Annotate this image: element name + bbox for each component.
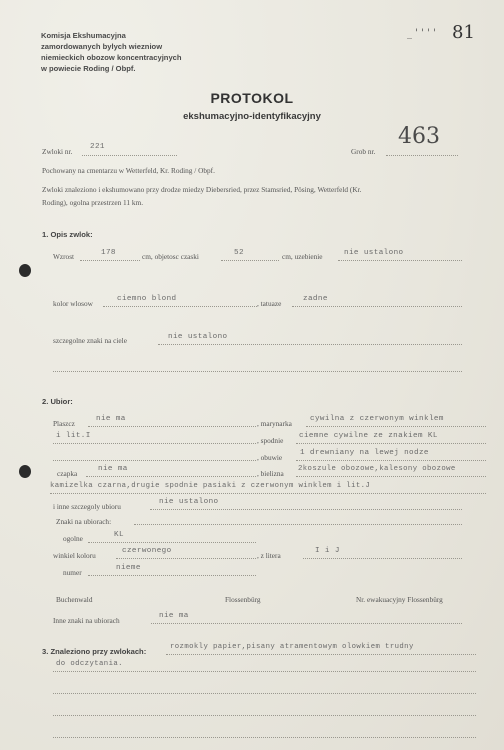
bielizna-cont: kamizelka czarna,drugie spodnie pasiaki z czerwonym winklem i lit.J [50, 482, 371, 490]
flossenburg-label: Flossenbürg [225, 595, 261, 604]
winkiel-label: winkiel koloru [53, 551, 96, 560]
winkiel-underline [116, 558, 256, 559]
ewakuacyjny-label: Nr. ewakuacyjny Flossenbürg [356, 595, 443, 604]
page-title: PROTOKOL [210, 90, 294, 106]
czapka-underline [86, 476, 256, 477]
wzrost-underline [80, 260, 140, 261]
numer-label: numer [63, 568, 82, 577]
zwloki-label: Zwloki nr. [42, 147, 73, 156]
cm-uzebienie-label: cm, uzebienie [282, 252, 323, 261]
blank-line [53, 737, 476, 738]
numer-underline [88, 575, 256, 576]
section-1-title: 1. Opis zwlok: [42, 230, 93, 239]
znaki-header: Znaki na ubiorach: [56, 517, 112, 526]
blank-line [53, 371, 462, 372]
tatuaze-label: , tatuaze [257, 299, 282, 308]
znaki-underline [158, 344, 462, 345]
buchenwald-label: Buchenwald [56, 595, 93, 604]
bielizna-value: 2koszule obozowe,kalesony obozowe [298, 465, 456, 473]
page-subtitle: ekshumacyjno-identyfikacyjny [183, 111, 321, 122]
kolor-value: ciemno blond [117, 295, 177, 303]
top-mark: _ ' ' ' ' [407, 28, 436, 39]
cm-objetosc-label: cm, objetosc czaski [142, 252, 199, 261]
zwloki-underline [82, 155, 177, 156]
org-line: zamordowanych bylych wiezniow [41, 42, 163, 51]
wzrost-label: Wzrost [53, 252, 75, 261]
kolor-underline [103, 306, 257, 307]
obuwie-blank-left [53, 460, 256, 461]
plaszcz-label: Plaszcz [53, 419, 75, 428]
section-3-value-1: rozmokly papier,pisany atramentowym olowkiem trudny [170, 643, 414, 651]
grob-underline [386, 155, 458, 156]
litera-underline [303, 558, 462, 559]
page-number: 81 [452, 22, 475, 43]
inne-label: i inne szczegoly ubioru [53, 502, 121, 511]
organization-header [41, 30, 182, 74]
ogolne-label: ogolne [63, 534, 83, 543]
grob-value: 463 [398, 124, 440, 149]
znaki-label: szczegolne znaki na ciele [53, 336, 127, 345]
tatuaze-underline [292, 306, 462, 307]
litera-value: I i J [315, 547, 340, 555]
znaki-header-underline [134, 524, 462, 525]
uzebienie-underline [338, 260, 462, 261]
spodnie-label: , spodnie [257, 436, 284, 445]
marynarka-cont: i lit.I [56, 432, 91, 440]
inne-znaki-value: nie ma [159, 612, 189, 620]
spodnie-value: ciemne cywilne ze znakiem KL [299, 432, 438, 440]
winkiel-value: czerwonego [122, 547, 172, 555]
czapka-value: nie ma [98, 465, 128, 473]
section-2-title: 2. Ubior: [42, 397, 73, 406]
ogolne-underline [88, 542, 256, 543]
wzrost-value: 178 [101, 249, 116, 257]
inne-underline [150, 509, 462, 510]
bielizna-cont-underline [50, 493, 486, 494]
zwloki-value: 221 [90, 143, 105, 151]
blank-line [53, 715, 476, 716]
czaszka-underline [221, 260, 279, 261]
inne-znaki-label: Inne znaki na ubiorach [53, 616, 120, 625]
found-text-2: Roding), ogolna przestrzen 11 km. [42, 198, 144, 207]
plaszcz-underline [88, 426, 256, 427]
section-3-value-2: do odczytania. [56, 660, 123, 668]
punch-hole-top [19, 264, 31, 277]
bielizna-label: , bielizna [257, 469, 284, 478]
inne-znaki-underline [151, 623, 462, 624]
burial-text: Pochowany na cmentarzu w Wetterfeld, Kr. Roding / Obpf. [42, 166, 215, 175]
czaszka-value: 52 [234, 249, 244, 257]
section-3-title: 3. Znaleziono przy zwlokach: [42, 647, 147, 656]
bielizna-underline [296, 476, 486, 477]
plaszcz-value: nie ma [96, 415, 126, 423]
marynarka-value: cywilna z czerwonym winklem [310, 415, 444, 423]
tatuaze-value: zadne [303, 295, 328, 303]
obuwie-label: , obuwie [257, 453, 283, 462]
org-line: w powiecie Roding / Obpf. [41, 64, 136, 73]
section-3-underline-1 [166, 654, 476, 655]
org-line: niemieckich obozow koncentracyjnych [41, 53, 182, 62]
blank-line [53, 693, 476, 694]
org-line: Komisja Ekshumacyjna [41, 31, 126, 40]
ogolne-value: KL [114, 531, 124, 539]
punch-hole-bottom [19, 465, 31, 478]
obuwie-underline [296, 460, 486, 461]
uzebienie-value: nie ustalono [344, 249, 404, 257]
marynarka-underline [306, 426, 486, 427]
marynarka-cont-underline [53, 443, 256, 444]
grob-label: Grob nr. [351, 147, 376, 156]
section-3-underline-2 [53, 671, 476, 672]
kolor-label: kolor wlosow [53, 299, 93, 308]
obuwie-value: 1 drewniany na lewej nodze [300, 449, 429, 457]
spodnie-underline [296, 443, 486, 444]
litera-label: , z litera [257, 551, 281, 560]
numer-value: nieme [116, 564, 141, 572]
czapka-label: czapka [57, 469, 78, 478]
inne-value: nie ustalono [159, 498, 219, 506]
found-text-1: Zwloki znaleziono i ekshumowano przy drodze miedzy Diebersried, przez Stamsried, Pösing, Wetterfeld (Kr. [42, 185, 362, 194]
marynarka-label: , marynarka [257, 419, 292, 428]
znaki-value: nie ustalono [168, 333, 228, 341]
